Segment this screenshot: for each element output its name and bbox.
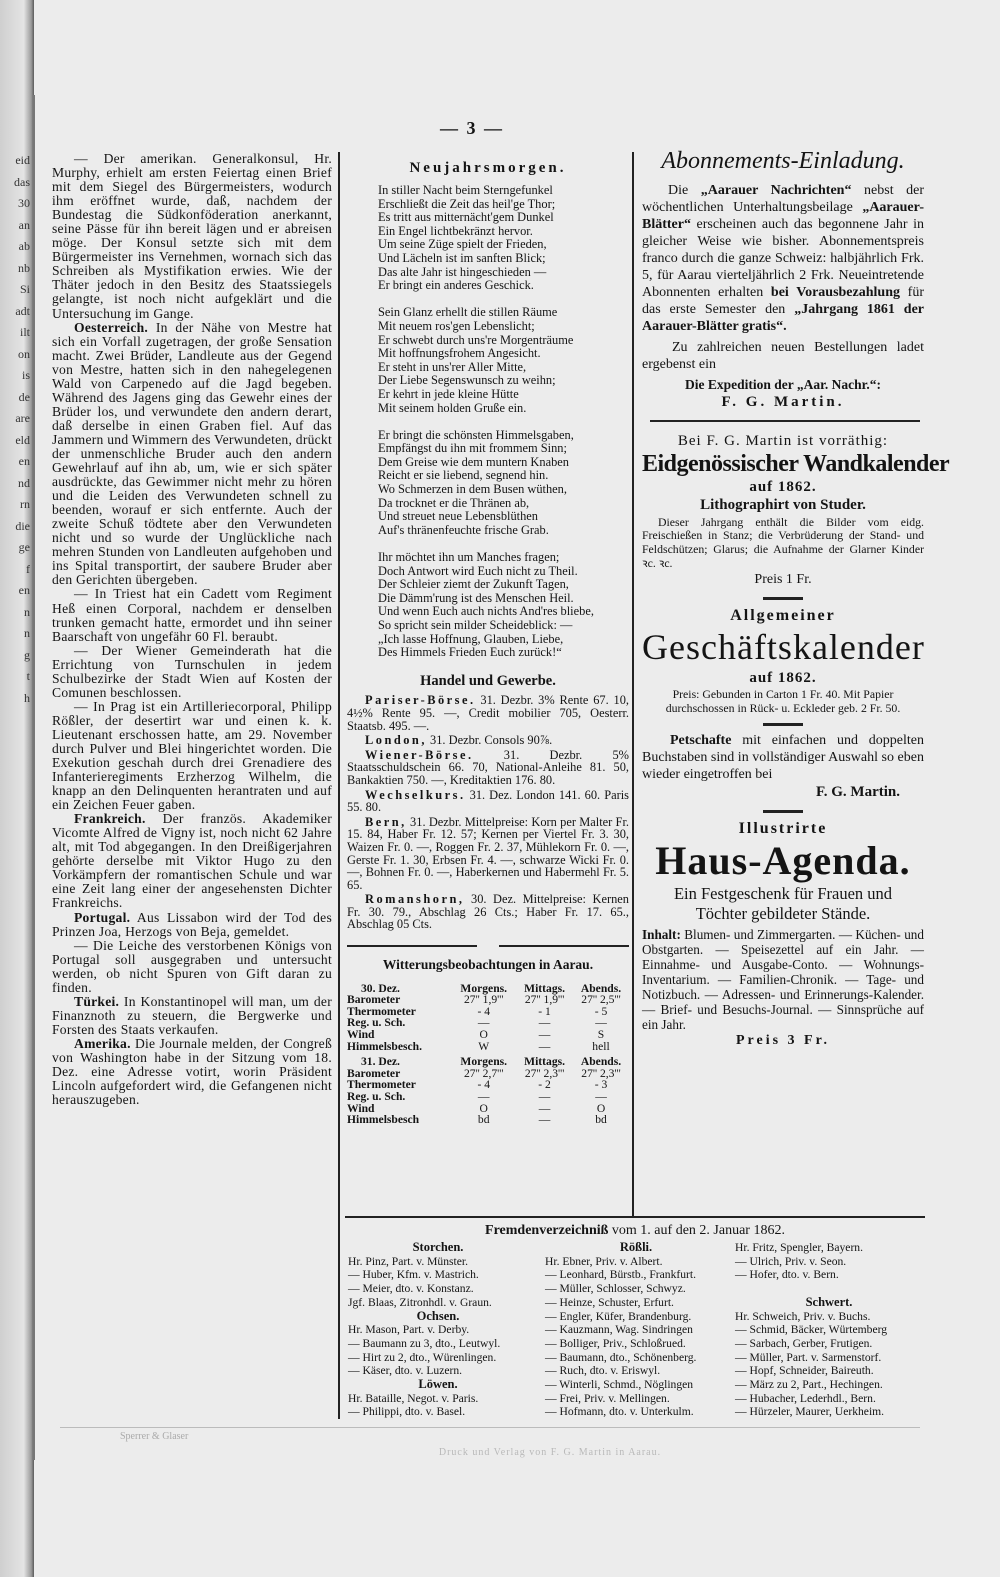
weather-cell: — xyxy=(477,1089,490,1103)
edge-fragment: nd xyxy=(18,475,30,490)
weather-cell: O xyxy=(479,1101,488,1115)
page-number: — 3 — xyxy=(440,118,504,138)
article-heading: Oesterreich. xyxy=(74,319,149,335)
edge-fragment: en xyxy=(18,454,30,468)
weather-header-cell: Abends. xyxy=(580,1055,622,1069)
ad-text: Blumen- und Zimmergarten. — Küchen- und Obstgarten. — Speisezettel auf ein Jahr. — Einnahme- und Ausgabe-Conto. — Wohnungs-Inventarium. — Familien-Chronik. — Tage- und Notizbuch. — Adressen- und Erinnerungs-Kalender. — Brief- und Besuchs-Journal. — Sinnsprüche auf ein Jahr. xyxy=(642,926,924,1032)
weather-row xyxy=(347,1017,629,1029)
weather-header-cell: 30. Dez. xyxy=(361,981,400,995)
market-item xyxy=(347,893,629,931)
weather-row xyxy=(347,1041,629,1053)
poem-line: Auf's thränenfeuchte frische Grab. xyxy=(378,522,549,537)
market-item xyxy=(347,789,629,814)
article-heading: Türkei. xyxy=(74,993,120,1009)
market-item xyxy=(347,816,629,892)
divider xyxy=(763,597,803,600)
article-heading: Portugal. xyxy=(74,909,131,925)
weather-cell: Reg. u. Sch. xyxy=(347,1016,406,1030)
poem-line: „Ich lasse Hoffnung, Glauben, Liebe, xyxy=(378,631,564,646)
divider-left xyxy=(347,945,477,947)
news-article xyxy=(52,911,332,939)
guest-entry: — Müller, Part. v. Sarmenstorf. xyxy=(735,1350,882,1364)
imprint: Druck und Verlag von F. G. Martin in Aarau. xyxy=(438,1447,662,1458)
poem-line: Der Liebe Segenswunsch zu weihn; xyxy=(378,373,556,388)
news-article xyxy=(52,939,332,995)
poem-line: Doch Antwort wird Euch nicht zu Theil. xyxy=(378,563,578,578)
poem-line: Das alte Jahr ist hingeschieden — xyxy=(378,264,547,279)
poem-line: Um seine Züge spielt der Frieden, xyxy=(378,237,547,252)
weather-header-cell: Mittags. xyxy=(524,981,566,995)
market-text: 31. Dezbr. Consols 90⅞. xyxy=(426,733,553,748)
article-text: Die Journale melden, der Congreß von Washington habe in der Sitzung vom 18. Dez. eine Adresse votirt, worin Präsident Lincoln aufgefordert wird, die Gefangenen nicht herauszugeben. xyxy=(52,1035,332,1108)
guest-entry: — Hopf, Schneider, Baireuth. xyxy=(735,1364,874,1378)
ad-pre: Allgemeiner xyxy=(730,606,836,624)
weather-row xyxy=(347,1091,629,1103)
guest-entry: Hr. Ebner, Priv. v. Albert. xyxy=(545,1254,663,1268)
guest-entry: — Hofmann, dto. v. Unterkulm. xyxy=(545,1405,694,1419)
edge-fragment: das xyxy=(14,174,30,189)
ad-title-haus-agenda: Haus-Agenda. xyxy=(655,837,911,883)
weather-header-cell: Morgens. xyxy=(460,1055,508,1069)
guest-list-title xyxy=(345,1222,925,1239)
edge-fragment: n xyxy=(24,626,30,640)
weather-cell: — xyxy=(538,1113,551,1127)
ad-petschafte xyxy=(642,732,924,783)
poem-line: Er kehrt in jede kleine Hütte xyxy=(378,386,519,401)
news-article xyxy=(52,812,332,910)
column-3 xyxy=(642,146,950,1050)
weather-header-cell: Abends. xyxy=(580,981,622,995)
guest-list-title-rest: vom 1. auf den 2. Januar 1862. xyxy=(608,1223,785,1238)
edge-fragment: adt xyxy=(15,303,30,318)
weather-cell: O xyxy=(596,1101,606,1115)
edge-fragment: an xyxy=(18,217,30,232)
edge-fragment: ge xyxy=(18,540,30,554)
abo-title: Abonnements-Einladung. xyxy=(661,148,905,174)
guest-entry: — Winterli, Schmd., Nöglingen xyxy=(545,1378,694,1392)
edge-fragment: 30 xyxy=(18,196,30,210)
weather-cell: Himmelsbesch xyxy=(347,1113,420,1127)
guest-entry: — März zu 2, Part., Hechingen. xyxy=(735,1378,883,1392)
poem-stanza xyxy=(378,551,629,660)
poem-stanza xyxy=(378,429,629,538)
weather-day-header xyxy=(347,1052,629,1068)
abo-sender: Die Expedition der „Aar. Nachr.“: xyxy=(684,377,881,392)
weather-cell: bd xyxy=(477,1113,490,1127)
news-article xyxy=(52,321,332,588)
guest-entry: Hr. Mason, Part. v. Derby. xyxy=(348,1323,470,1337)
article-heading: Amerika. xyxy=(74,1035,131,1051)
market-text: 31. Dez. London 141. 60. Paris 55. 80. xyxy=(347,787,629,815)
divider xyxy=(763,723,803,726)
guest-entry: — Heinze, Schuster, Erfurt. xyxy=(545,1295,674,1309)
ad-subtitle: Lithographirt von Studer. xyxy=(700,496,866,513)
ad-year: auf 1862. xyxy=(749,669,817,686)
printer-mark: Sperrer & Glaser xyxy=(120,1431,189,1442)
divider-right xyxy=(499,945,629,947)
edge-fragment: Si xyxy=(19,282,30,296)
weather-header-cell: 31. Dez. xyxy=(361,1055,400,1069)
weather-cell: S xyxy=(597,1027,605,1041)
edge-fragment: ab xyxy=(18,239,30,253)
news-article xyxy=(52,700,332,812)
weather-cell: Barometer xyxy=(347,993,401,1007)
poem-line: Ihr möchtet ihn um Manches fragen; xyxy=(378,550,560,565)
news-article xyxy=(52,995,332,1037)
guest-entry: — Hirt zu 2, dto., Würenlingen. xyxy=(348,1350,497,1364)
weather-cell: Thermometer xyxy=(347,1078,416,1092)
edge-fragment: n xyxy=(24,604,30,619)
guest-entry: Hr. Schweich, Priv. v. Buchs. xyxy=(735,1309,871,1323)
weather-cell: - 5 xyxy=(594,1004,608,1018)
poem-stanza xyxy=(378,184,629,293)
weather-cell: W xyxy=(478,1039,490,1053)
edge-fragment: de xyxy=(18,389,30,404)
market-lead: Bern, xyxy=(365,814,407,829)
market-text: 31. Dezbr. Mittelpreise: Korn per Malter Fr. 15. 84, Haber Fr. 12. 57; Kernen per Viertel Fr. 3. 30, Waizen Fr. 0. —, Roggen Fr. 2. 37, Mühlekorn Fr. 0. —, Gerste Fr. 1. 30, Erbsen Fr. 4. —, schwarze Wicki Fr. 0. —, Bohnen Fr. 0. —, Haberkernen und Habermehl Fr. 5. 65. xyxy=(347,814,629,892)
market-lead: Wechselkurs. xyxy=(365,787,466,802)
weather-cell: 27'' 2,3''' xyxy=(581,1066,621,1080)
market-item xyxy=(347,749,629,787)
article-text: — Die Leiche des verstorbenen Königs von Portugal soll ausgegraben und untersucht werden, ob nicht Spuren von Gift daran zu finden. xyxy=(52,937,332,995)
guest-entry: — Engler, Küfer, Brandenburg. xyxy=(545,1309,692,1323)
guest-entry: — Frei, Priv. v. Mellingen. xyxy=(545,1391,670,1405)
guest-list-title-lead: Fremdenverzeichniß xyxy=(485,1223,609,1238)
weather-cell: — xyxy=(595,1089,607,1103)
weather-cell: 27'' 2,3''' xyxy=(524,1066,565,1080)
weather-cell: — xyxy=(538,1027,551,1041)
guest-entry: Hr. Bataille, Negot. v. Paris. xyxy=(348,1391,479,1405)
poem-line: Die Dämm'rung ist des Menschen Heil. xyxy=(378,590,574,605)
weather-header-cell: Mittags. xyxy=(524,1055,566,1069)
hotel-heading: Löwen. xyxy=(418,1377,458,1392)
news-article xyxy=(52,1037,332,1107)
poem-line: Mit seinem holden Gruße ein. xyxy=(378,400,527,415)
market-lead: Romanshorn, xyxy=(365,892,465,907)
guest-entry: — Philippi, dto. v. Basel. xyxy=(348,1405,466,1419)
page-border xyxy=(33,95,35,1460)
market-lead: Pariser-Börse. xyxy=(365,693,476,708)
ad-subtitle: Ein Festgeschenk für Frauen und Töchter gebildeter Stände. xyxy=(673,883,893,923)
bottom-rule xyxy=(60,1427,920,1428)
weather-cell: — xyxy=(595,1016,607,1030)
poem-line: Er steht in uns'rer Aller Mitte, xyxy=(378,359,527,374)
guest-entry: Jgf. Blaas, Zitronhdl. v. Graun. xyxy=(348,1295,492,1309)
edge-fragment: ilt xyxy=(19,325,30,339)
poem-line: Er bringt ein anderes Geschick. xyxy=(378,278,534,293)
poem-line: Dem Greise wie dem muntern Knaben xyxy=(378,454,569,469)
weather-cell: — xyxy=(538,1101,551,1115)
guest-entry: — Käser, dto. v. Luzern. xyxy=(348,1364,463,1378)
article-text: In der Nähe von Mestre hat sich ein Vorfall zugetragen, der große Sensation macht. Zwei Brüder, Landleute aus der Gegend von Mestre, hatten sich in den nahegelegenen Wald von Carpenedo auf die Jagd begeben. Während des Jagens ging das Gewehr eines der Brüder los, und verwundete den andern derart, daß derselbe in einen Graben fiel. Auf das Jammern und Wimmern des Verwundeten, drückt der unmenschliche Bruder auch den andern Gewehrlauf auf ihn ab, um, wie er sich später ausdrückte, das Gewimmer nicht mehr zu hören und die Leiden des Verwundeten schnell zu beenden, worauf er sich entfernte. Auch der zweite Schuß tödtete aber den Verwundeten nicht und so wurde der Unglückliche nach mehren Stunden von Landleuten aufgehoben und ins Spital transportirt, der saubere Bruder aber den Gerichten übergeben. xyxy=(52,319,333,588)
article-text: — In Triest hat ein Cadett vom Regiment Heß einen Corporal, nachdem er denselben trunken gemacht hatte, ermordet und ihn seiner Baarschaft von ungefähr 60 Fl. beraubt. xyxy=(52,586,332,644)
ad-contents xyxy=(642,927,924,1032)
weather-cell: - 1 xyxy=(538,1004,551,1018)
ad-price: Preis: Gebunden in Carton 1 Fr. 40. Mit Papier durchschossen in Rück- u. Eckleder geb. 2 Fr. 50. xyxy=(665,686,901,715)
article-text: — In Prag ist ein Artilleriecorporal, Philipp Rößler, der desertirt war und einen k. k. Lieutenant erschossen hatte, am 29. November durch Pulver und Blei hingerichtet worden. Die Exekution geschah durch drei Grenadiere des Infanterieregiments Erzherzog Wilhelm, die knapp an den Delinquenten herantraten und auf ein Zeichen Feuer gaben. xyxy=(52,698,332,813)
weather-cell: Himmelsbesch. xyxy=(347,1039,423,1053)
ad-price: Preis 3 Fr. xyxy=(735,1032,831,1048)
poem-line: In stiller Nacht beim Sterngefunkel xyxy=(378,183,553,197)
poem-line: Es tritt aus mitternächt'gem Dunkel xyxy=(378,210,554,225)
weather-header-cell: Morgens. xyxy=(460,981,508,995)
article-heading: Frankreich. xyxy=(74,811,146,827)
guest-entry: — Hubacher, Lederhdl., Bern. xyxy=(735,1391,876,1405)
guest-entry: — Huber, Kfm. v. Mastrich. xyxy=(348,1268,479,1282)
divider xyxy=(650,420,920,422)
weather-day-header xyxy=(347,979,629,995)
edge-fragment: t xyxy=(26,669,30,683)
abo-text-part: „Aarauer Nachrichten“ xyxy=(700,183,852,198)
edge-fragment: die xyxy=(15,518,30,533)
ad-price: Preis 1 Fr. xyxy=(754,571,812,587)
weather-cell: hell xyxy=(592,1039,610,1053)
ad-title-wandkalender: Eidgenössischer Wandkalender xyxy=(642,450,950,477)
handel-title: Handel und Gewerbe. xyxy=(420,673,556,690)
abo-text-part: „Jahrgang 1861 der Aarauer-Blätter gratis“. xyxy=(642,302,925,334)
edge-fragment: f xyxy=(26,561,30,576)
news-column xyxy=(52,152,332,1107)
market-text: 30. Dez. Mittelpreise: Kernen Fr. 30. 79., Abschlag 26 Cts.; Haber Fr. 17. 65., Abschlag 05 Cts. xyxy=(347,892,629,932)
column-2 xyxy=(347,158,629,1126)
hotel-heading: Rößli. xyxy=(619,1240,653,1254)
guest-entry: — Meier, dto. v. Konstanz. xyxy=(348,1282,474,1296)
divider xyxy=(763,810,803,813)
weather-cell: - 2 xyxy=(538,1078,551,1092)
article-text: Aus Lissabon wird der Tod des Prinzen Joa, Herzogs von Beja, gemeldet. xyxy=(52,909,332,939)
abo-text-part: nebst der wöchentlichen Unterhaltungsbeilage xyxy=(642,183,924,215)
market-text: 31. Dezbr. 5% Staatsschuldschein 66. 70, National-Anleihe 81. 50, Bankaktien 750. —, Kreditaktien 176. 80. xyxy=(347,747,629,787)
market-item xyxy=(347,694,629,732)
poem-line: Er bringt die schönsten Himmelsgaben, xyxy=(378,427,574,442)
edge-fragment: is xyxy=(21,368,30,382)
poem-line: Und wenn Euch auch nichts And'res bliebe, xyxy=(378,604,594,619)
poem-line: Er schwebt durch uns're Morgenträume xyxy=(378,332,574,347)
hotel-heading: Storchen. xyxy=(412,1240,464,1254)
guest-entry xyxy=(735,1282,923,1296)
ad-signature: F. G. Martin. xyxy=(815,783,900,800)
abo-text-part: für das erste Semester den xyxy=(642,285,925,317)
guest-entry: — Sarbach, Gerber, Frutigen. xyxy=(735,1336,873,1350)
guest-entry: — Leonhard, Bürstb., Frankfurt. xyxy=(545,1268,697,1282)
weather-cell: Wind xyxy=(347,1101,375,1115)
weather-cell: 27'' 1,9''' xyxy=(464,993,504,1007)
ad-text: mit einfachen und doppelten Buchstaben sind in vollständiger Auswahl so eben wieder eingetroffen bei xyxy=(642,732,924,782)
ad-year: auf 1862. xyxy=(749,478,817,495)
guest-entry: — Kauzmann, Wag. Sindringen xyxy=(545,1323,693,1337)
abo-text-part: bei Vorausbezahlung xyxy=(770,285,900,300)
article-text: — Der Wiener Gemeinderath hat die Errichtung von Turnschulen in jedem Schulbezirke der Stadt Wien auf Kosten der Comunen beschlossen. xyxy=(52,642,332,700)
edge-fragment: rn xyxy=(20,497,30,511)
hotel-heading: Ochsen. xyxy=(416,1308,460,1323)
poem-title: Neujahrsmorgen. xyxy=(409,160,567,176)
article-text: — Der amerikan. Generalkonsul, Hr. Murphy, erhielt am ersten Feiertag einen Brief mit dem Siegel des Bürgermeisters, wodurch ihm eröffnet wurde, daß, nachdem der Bundestag die Südkonföderation anerkannt, seine Pässe für ihn bereit lägen und er abreisen möge. Der Konsul setzte sich mit dem Bürgermeister ins Vernehmen, wornach sich das Schreiben als Mystifikation erwies. Wie der Thäter jedoch in den Besitz des Staatssiegels gelangte, ist noch nicht aufgeklärt und die Untersuchung im Gange. xyxy=(52,151,332,321)
edge-fragment: en xyxy=(18,583,30,597)
ad-description: Dieser Jahrgang enthält die Bilder vom eidg. Freischießen in Stanz; die Verbrüderung der Stand- und Feldschützen; Glarus; die Aufnahme der Glarner Kinder ꝛc. ꝛc. xyxy=(642,514,924,570)
weather-row xyxy=(347,1029,629,1041)
guest-entry: — Schmid, Bäcker, Würtemberg xyxy=(735,1323,888,1337)
weather-cell: bd xyxy=(595,1113,607,1127)
guest-entry: — Ruch, dto. v. Eriswyl. xyxy=(545,1364,661,1378)
weather-cell: - 4 xyxy=(477,1004,490,1018)
guest-entry: — Hofer, dto. v. Bern. xyxy=(735,1268,839,1282)
article-text: In Konstantinopel will man, um der Finanznoth zu steuern, die Bergwerke und Forsten des Staats verkaufen. xyxy=(52,993,332,1037)
guest-entry: — Baumann, dto., Schönenberg. xyxy=(545,1350,697,1364)
weather-cell: - 4 xyxy=(477,1078,490,1092)
weather-cell: 27'' 2,5''' xyxy=(581,993,621,1007)
market-text: 31. Dezbr. 3% Rente 67. 10, 4½% Rente 95. —, Credit mobilier 705, Oesterr. Staatsb. 495. —. xyxy=(347,693,629,733)
abo-text xyxy=(642,182,924,335)
poem-stanza xyxy=(378,306,629,415)
poem-line: Reicht er sie liebend, segnend hin. xyxy=(378,468,549,483)
weather-cell: — xyxy=(538,1039,551,1053)
poem-line: Erschließt die Zeit das heil'ge Thor; xyxy=(378,196,556,211)
abo-text-part: erscheinen auch das begonnene Jahr in gleicher Weise wie bisher. Abonnementspreis franco durch die ganze Schweiz: halbjährlich Frk. 5, für Aarau vierteljährlich 2 Frk. Neueintretende Abonnenten erhalten xyxy=(642,217,924,300)
edge-fragment: g xyxy=(24,647,30,662)
market-lead: London, xyxy=(365,733,427,748)
weather-title: Witterungsbeobachtungen in Aarau. xyxy=(382,956,594,972)
abo-text-part: „Aarauer-Blätter“ xyxy=(642,200,924,232)
guest-list-column xyxy=(735,1241,923,1419)
weather-cell: — xyxy=(477,1016,490,1030)
abo-signature: F. G. Martin. xyxy=(721,394,845,410)
ad-lead: Inhalt: xyxy=(642,926,681,942)
weather-cell: 27'' 2,7''' xyxy=(464,1066,504,1080)
hotel-heading: Schwert. xyxy=(805,1294,853,1309)
poem-line: Der Schleier ziemt der Zukunft Tagen, xyxy=(378,577,569,592)
market-report xyxy=(347,694,629,931)
weather-row xyxy=(347,994,629,1006)
weather-cell: Thermometer xyxy=(347,1004,416,1018)
article-text: Der französ. Akademiker Vicomte Alfred de Vigny ist, noch nicht 62 Jahre alt, mit Tod abgegangen. In den Dreißigerjahren gehörte derselbe mit Viktor Hugo zu den Vorkämpfern der romantischen Schule und war eine Zeit lang einer der angesehensten Dichter Frankreichs. xyxy=(52,811,332,911)
guest-entry: — Ulrich, Priv. v. Seon. xyxy=(735,1254,847,1268)
divider xyxy=(347,945,629,947)
edge-fragment: h xyxy=(24,690,30,705)
weather-cell: - 3 xyxy=(594,1078,608,1092)
poem-line: Mit neuem ros'gen Lebenslicht; xyxy=(378,318,535,333)
guest-entry: — Bolliger, Priv., Schloßrued. xyxy=(545,1336,686,1350)
weather-cell: O xyxy=(479,1027,488,1041)
poem-line: Empfängst du ihn mit frommem Sinn; xyxy=(378,441,567,456)
poem-line: Wo Schmerzen in dem Busen wüthen, xyxy=(378,482,567,497)
abo-closing: Zu zahlreichen neuen Bestellungen ladet ergebenst ein xyxy=(642,340,924,372)
news-article xyxy=(52,644,332,700)
edge-fragment: eld xyxy=(15,432,30,447)
poem-line: Mit hoffnungsfrohem Angesicht. xyxy=(378,346,541,361)
abo-text-part: Die xyxy=(668,183,701,198)
poem-line: Ein Engel lichtbekränzt hervor. xyxy=(378,223,533,238)
guest-entry: — Baumann zu 3, dto., Leutwyl. xyxy=(348,1336,501,1350)
ad-lead: Petschafte xyxy=(670,732,732,748)
market-item xyxy=(347,734,629,747)
weather-cell: Reg. u. Sch. xyxy=(347,1089,406,1103)
poem xyxy=(378,184,629,660)
edge-fragment: eid xyxy=(15,153,30,167)
weather-cell: Barometer xyxy=(347,1066,401,1080)
weather-cell: — xyxy=(538,1016,551,1030)
guest-entry: Hr. Pinz, Part. v. Münster. xyxy=(348,1254,469,1268)
edge-fragment: are xyxy=(15,411,30,425)
column-rule-2 xyxy=(632,152,634,1216)
weather-row xyxy=(347,1114,629,1126)
ad-intro: Bei F. G. Martin ist vorräthig: xyxy=(677,432,889,449)
guest-list-column xyxy=(545,1241,727,1419)
divider xyxy=(345,1216,925,1218)
adjacent-page-fragments xyxy=(2,150,30,709)
weather-cell: Wind xyxy=(347,1027,375,1041)
weather-cell: 27'' 1,9''' xyxy=(524,993,565,1007)
poem-line: So spricht sein milder Scheideblick: — xyxy=(378,618,573,632)
ad-title-geschaeftskalender: Geschäftskalender xyxy=(642,626,925,667)
news-article xyxy=(52,152,332,321)
guest-entry: — Hürzeler, Maurer, Uerkheim. xyxy=(735,1405,885,1419)
poem-line: Und streuet neue Lebensblüthen xyxy=(378,509,538,524)
guest-list-column xyxy=(348,1241,528,1419)
poem-line: Sein Glanz erhellt die stillen Räume xyxy=(378,305,558,320)
market-lead: Wiener-Börse. xyxy=(365,747,474,762)
poem-line: Da trocknet er die Thränen ab, xyxy=(378,495,530,510)
poem-line: Des Himmels Frieden Euch zurück!“ xyxy=(378,645,562,660)
guest-entry: Hr. Fritz, Spengler, Bayern. xyxy=(735,1241,864,1254)
edge-fragment: on xyxy=(18,346,30,361)
ad-pre: Illustrirte xyxy=(738,819,828,837)
edge-fragment: nb xyxy=(18,260,30,275)
news-article xyxy=(52,587,332,643)
weather-cell: — xyxy=(538,1089,551,1103)
poem-line: Und Lächeln ist im sanften Blick; xyxy=(378,250,546,265)
adjacent-page-edge xyxy=(0,0,34,1577)
guest-entry: — Müller, Schlosser, Schwyz. xyxy=(545,1282,686,1296)
weather-table xyxy=(347,979,629,1126)
column-rule-1 xyxy=(338,152,340,1419)
